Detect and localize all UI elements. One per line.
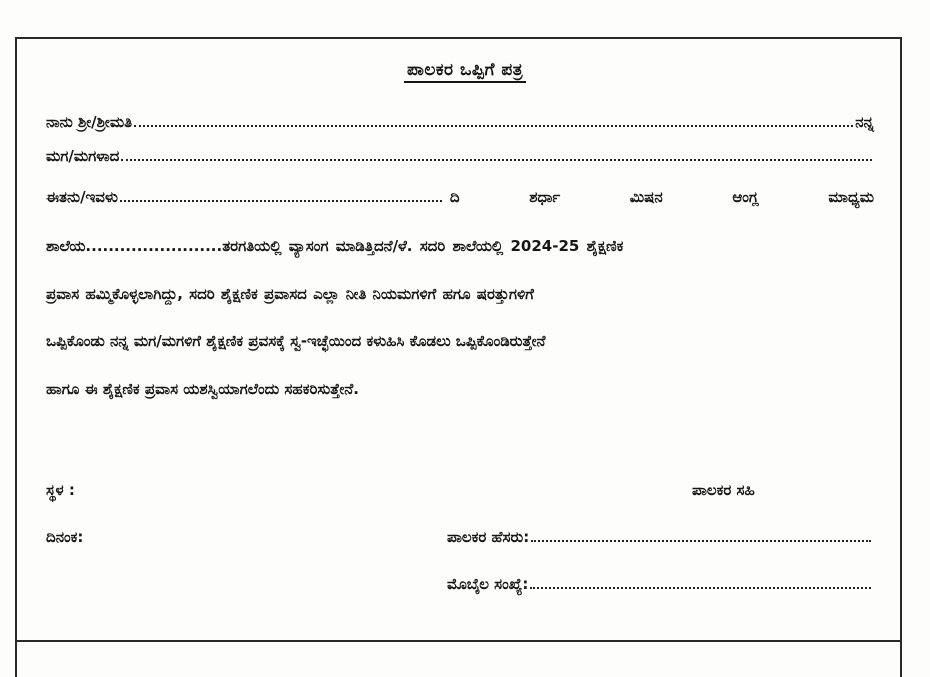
school-word: ಮಿಷನ xyxy=(629,188,663,206)
mobile-label: ಮೊಬೈಲ ಸಂಖ್ಯೆ: xyxy=(447,575,529,593)
child-blank[interactable] xyxy=(121,159,872,161)
school-prefix: ಈತನು/ಇವಳು xyxy=(46,188,118,206)
line-child xyxy=(46,147,874,165)
child-prefix: ಮಗ/ಮಗಳಾದ xyxy=(46,147,120,165)
parent-name-blank[interactable] xyxy=(531,540,871,542)
school-word: ಶರ್ಧಾ xyxy=(529,188,561,206)
school-word: ಆಂಗ್ಲ xyxy=(732,188,759,206)
title-text: ಪಾಲಕರ ಒಪ್ಪಿಗೆ ಪತ್ರ xyxy=(404,60,526,83)
line-name xyxy=(46,113,874,131)
class-text: ತರಗತಿಯಲ್ಲಿ ವ್ಯಾಸಂಗ ಮಾಡಿತ್ತಿದನೆ/ಳೆ. ಸದರಿ ಶಾಲೆಯಲ್ಲಿ 2024-25 ಶೈಕ್ಷಣಿಕ xyxy=(222,237,624,255)
class-prefix: ಶಾಲೆಯ xyxy=(46,237,86,255)
date-label: ದಿನಂಕ: xyxy=(46,528,84,546)
line-class xyxy=(46,237,623,255)
line-school xyxy=(46,188,874,206)
body-line-5: ಪ್ರವಾಸ ಹಮ್ಮಿಕೊಳ್ಳಲಾಗಿದ್ದು, ಸದರಿ ಶೈಕ್ಷಣಿಕ ಪ್ರವಾಸದ ಎಲ್ಲಾ ನೀತಿ ನಿಯಮಗಳಿಗೆ ಹಗೂ ಷರತ್ತುಗಳಿಗೆ xyxy=(46,285,534,303)
bottom-divider xyxy=(15,640,902,642)
name-blank[interactable] xyxy=(134,125,853,127)
class-blank[interactable]: ........................ xyxy=(85,237,223,255)
body-line-6: ಒಪ್ಪಿಕೊಂಡು ನನ್ನ ಮಗ/ಮಗಳಿಗೆ ಶೈಕ್ಷಣಿಕ ಪ್ರವಸಕ್ಕೆ ಸ್ವ-ಇಚ್ಛೆಯಿಂದ ಕಳುಹಿಸಿ ಕೊಡಲು ಒಪ್ಪಿಕೊಂಡಿರುತ್ತೇನೆ xyxy=(46,332,546,350)
mobile-row xyxy=(447,575,873,593)
student-blank[interactable] xyxy=(120,200,442,202)
school-word: ಮಾಧ್ಯಮ xyxy=(828,188,874,206)
name-prefix: ನಾನು ಶ್ರೀ/ಶ್ರೀಮತಿ xyxy=(46,113,133,131)
name-suffix: ನನ್ನ xyxy=(855,113,874,131)
signature-label: ಪಾಲಕರ ಸಹಿ xyxy=(692,481,755,499)
school-word: ದಿ xyxy=(449,188,460,206)
parent-name-label: ಪಾಲಕರ ಹೆಸರು: xyxy=(447,528,530,546)
page-title xyxy=(0,60,930,80)
place-label: ಸ್ಥಳ : xyxy=(46,481,75,499)
parent-name-row xyxy=(447,528,873,546)
mobile-blank[interactable] xyxy=(530,587,871,589)
body-line-7: ಹಾಗೂ ಈ ಶೈಕ್ಷಣಿಕ ಪ್ರವಾಸ ಯಶಸ್ವಿಯಾಗಲೆಂದು ಸಹಕರಿಸುತ್ತೇನೆ. xyxy=(46,380,359,398)
